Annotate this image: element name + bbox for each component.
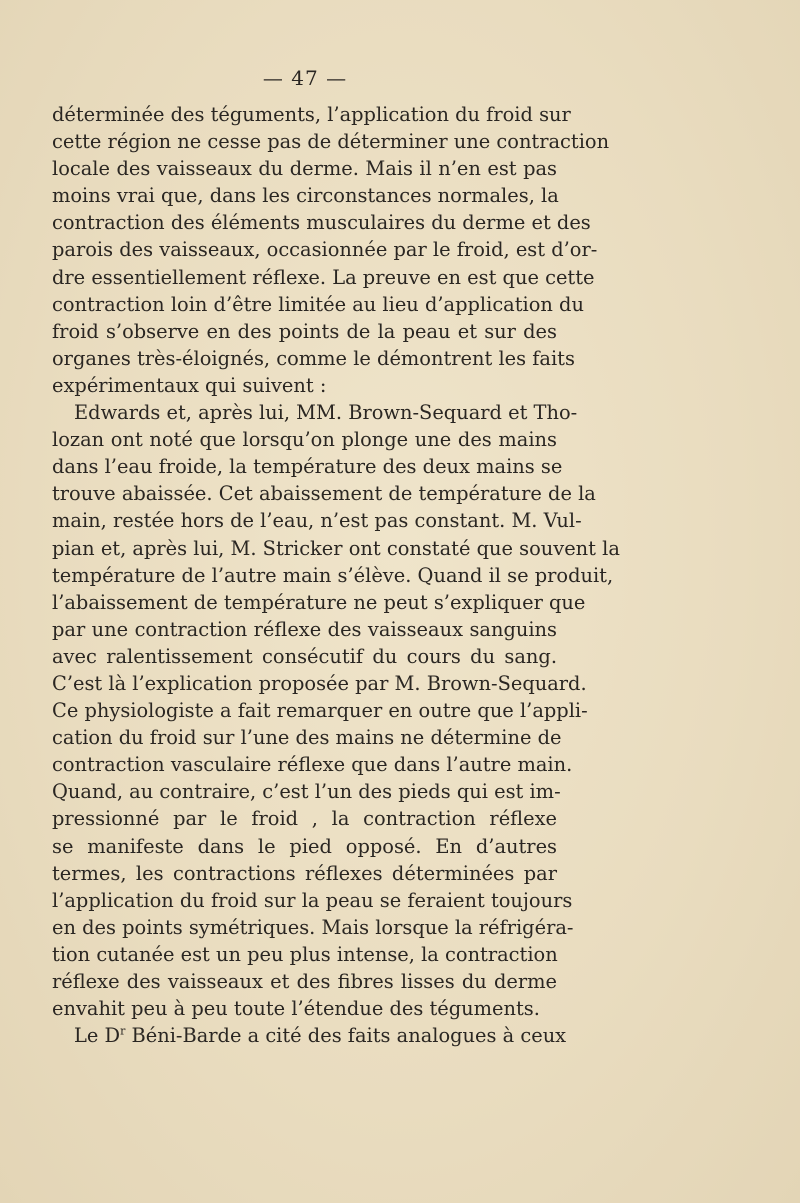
text-line: contraction loin d’être limitée au lieu d’application du: [52, 292, 584, 316]
text-line: se manifeste dans le pied opposé. En d’autres: [52, 834, 557, 858]
text-line: envahit peu à peu toute l’étendue des téguments.: [52, 997, 540, 1021]
text-line: C’est là l’explication proposée par M. Brown-Sequard.: [52, 671, 587, 695]
text-line: trouve abaissée. Cet abaissement de température de la: [52, 482, 596, 506]
text-line: parois des vaisseaux, occasionnée par le froid, est d’or-: [52, 238, 598, 262]
text-line: contraction des éléments musculaires du derme et des: [52, 211, 591, 235]
text-fragment: Béni-Barde a cité des faits analogues à ceux: [125, 1024, 567, 1048]
text-line: pressionné par le froid , la contraction réflexe: [52, 807, 557, 831]
text-line: main, restée hors de l’eau, n’est pas constant. M. Vul-: [52, 509, 582, 533]
body-text: [52, 101, 620, 1049]
text-line: dre essentiellement réflexe. La preuve en est que cette: [52, 265, 595, 289]
text-line: Ce physiologiste a fait remarquer en outre que l’appli-: [52, 699, 588, 723]
text-line: l’application du froid sur la peau se feraient toujours: [52, 888, 573, 912]
text-line: pian et, après lui, M. Stricker ont constaté que souvent la: [52, 536, 620, 560]
text-fragment: Le D: [74, 1024, 121, 1048]
text-line: moins vrai que, dans les circonstances normales, la: [52, 184, 559, 208]
text-line: contraction vasculaire réflexe que dans l’autre main.: [52, 753, 573, 777]
text-line: en des points symétriques. Mais lorsque la réfrigéra-: [52, 915, 574, 939]
superscript: r: [120, 1024, 126, 1038]
text-line: cation du froid sur l’une des mains ne détermine de: [52, 726, 562, 750]
page-number: — 47 —: [262, 66, 348, 90]
text-line: termes, les contractions réflexes déterminées par: [52, 861, 557, 885]
text-line: cette région ne cesse pas de déterminer une contraction: [52, 130, 610, 154]
text-line: déterminée des téguments, l’application du froid sur: [52, 103, 571, 126]
text-line: avec ralentissement consécutif du cours du sang.: [52, 644, 557, 668]
text-line: locale des vaisseaux du derme. Mais il n’en est pas: [52, 157, 557, 181]
text-line: Edwards et, après lui, MM. Brown-Sequard et Tho-: [74, 401, 578, 425]
text-line: lozan ont noté que lorsqu’on plonge une des mains: [52, 428, 557, 452]
text-line: organes très-éloignés, comme le démontrent les faits: [52, 346, 575, 370]
text-line: froid s’observe en des points de la peau et sur des: [52, 319, 557, 343]
text-line-final: [52, 1022, 567, 1049]
text-line: température de l’autre main s’élève. Quand il se produit,: [52, 563, 614, 587]
text-line: l’abaissement de température ne peut s’expliquer que: [52, 590, 586, 614]
text-line: dans l’eau froide, la température des deux mains se: [52, 455, 563, 479]
text-line: Quand, au contraire, c’est l’un des pieds qui est im-: [52, 780, 561, 804]
text-line: expérimentaux qui suivent :: [52, 373, 327, 397]
text-line: par une contraction réflexe des vaisseaux sanguins: [52, 617, 557, 641]
text-line: tion cutanée est un peu plus intense, la contraction: [52, 942, 558, 966]
text-line: réflexe des vaisseaux et des fibres lisses du derme: [52, 970, 557, 993]
